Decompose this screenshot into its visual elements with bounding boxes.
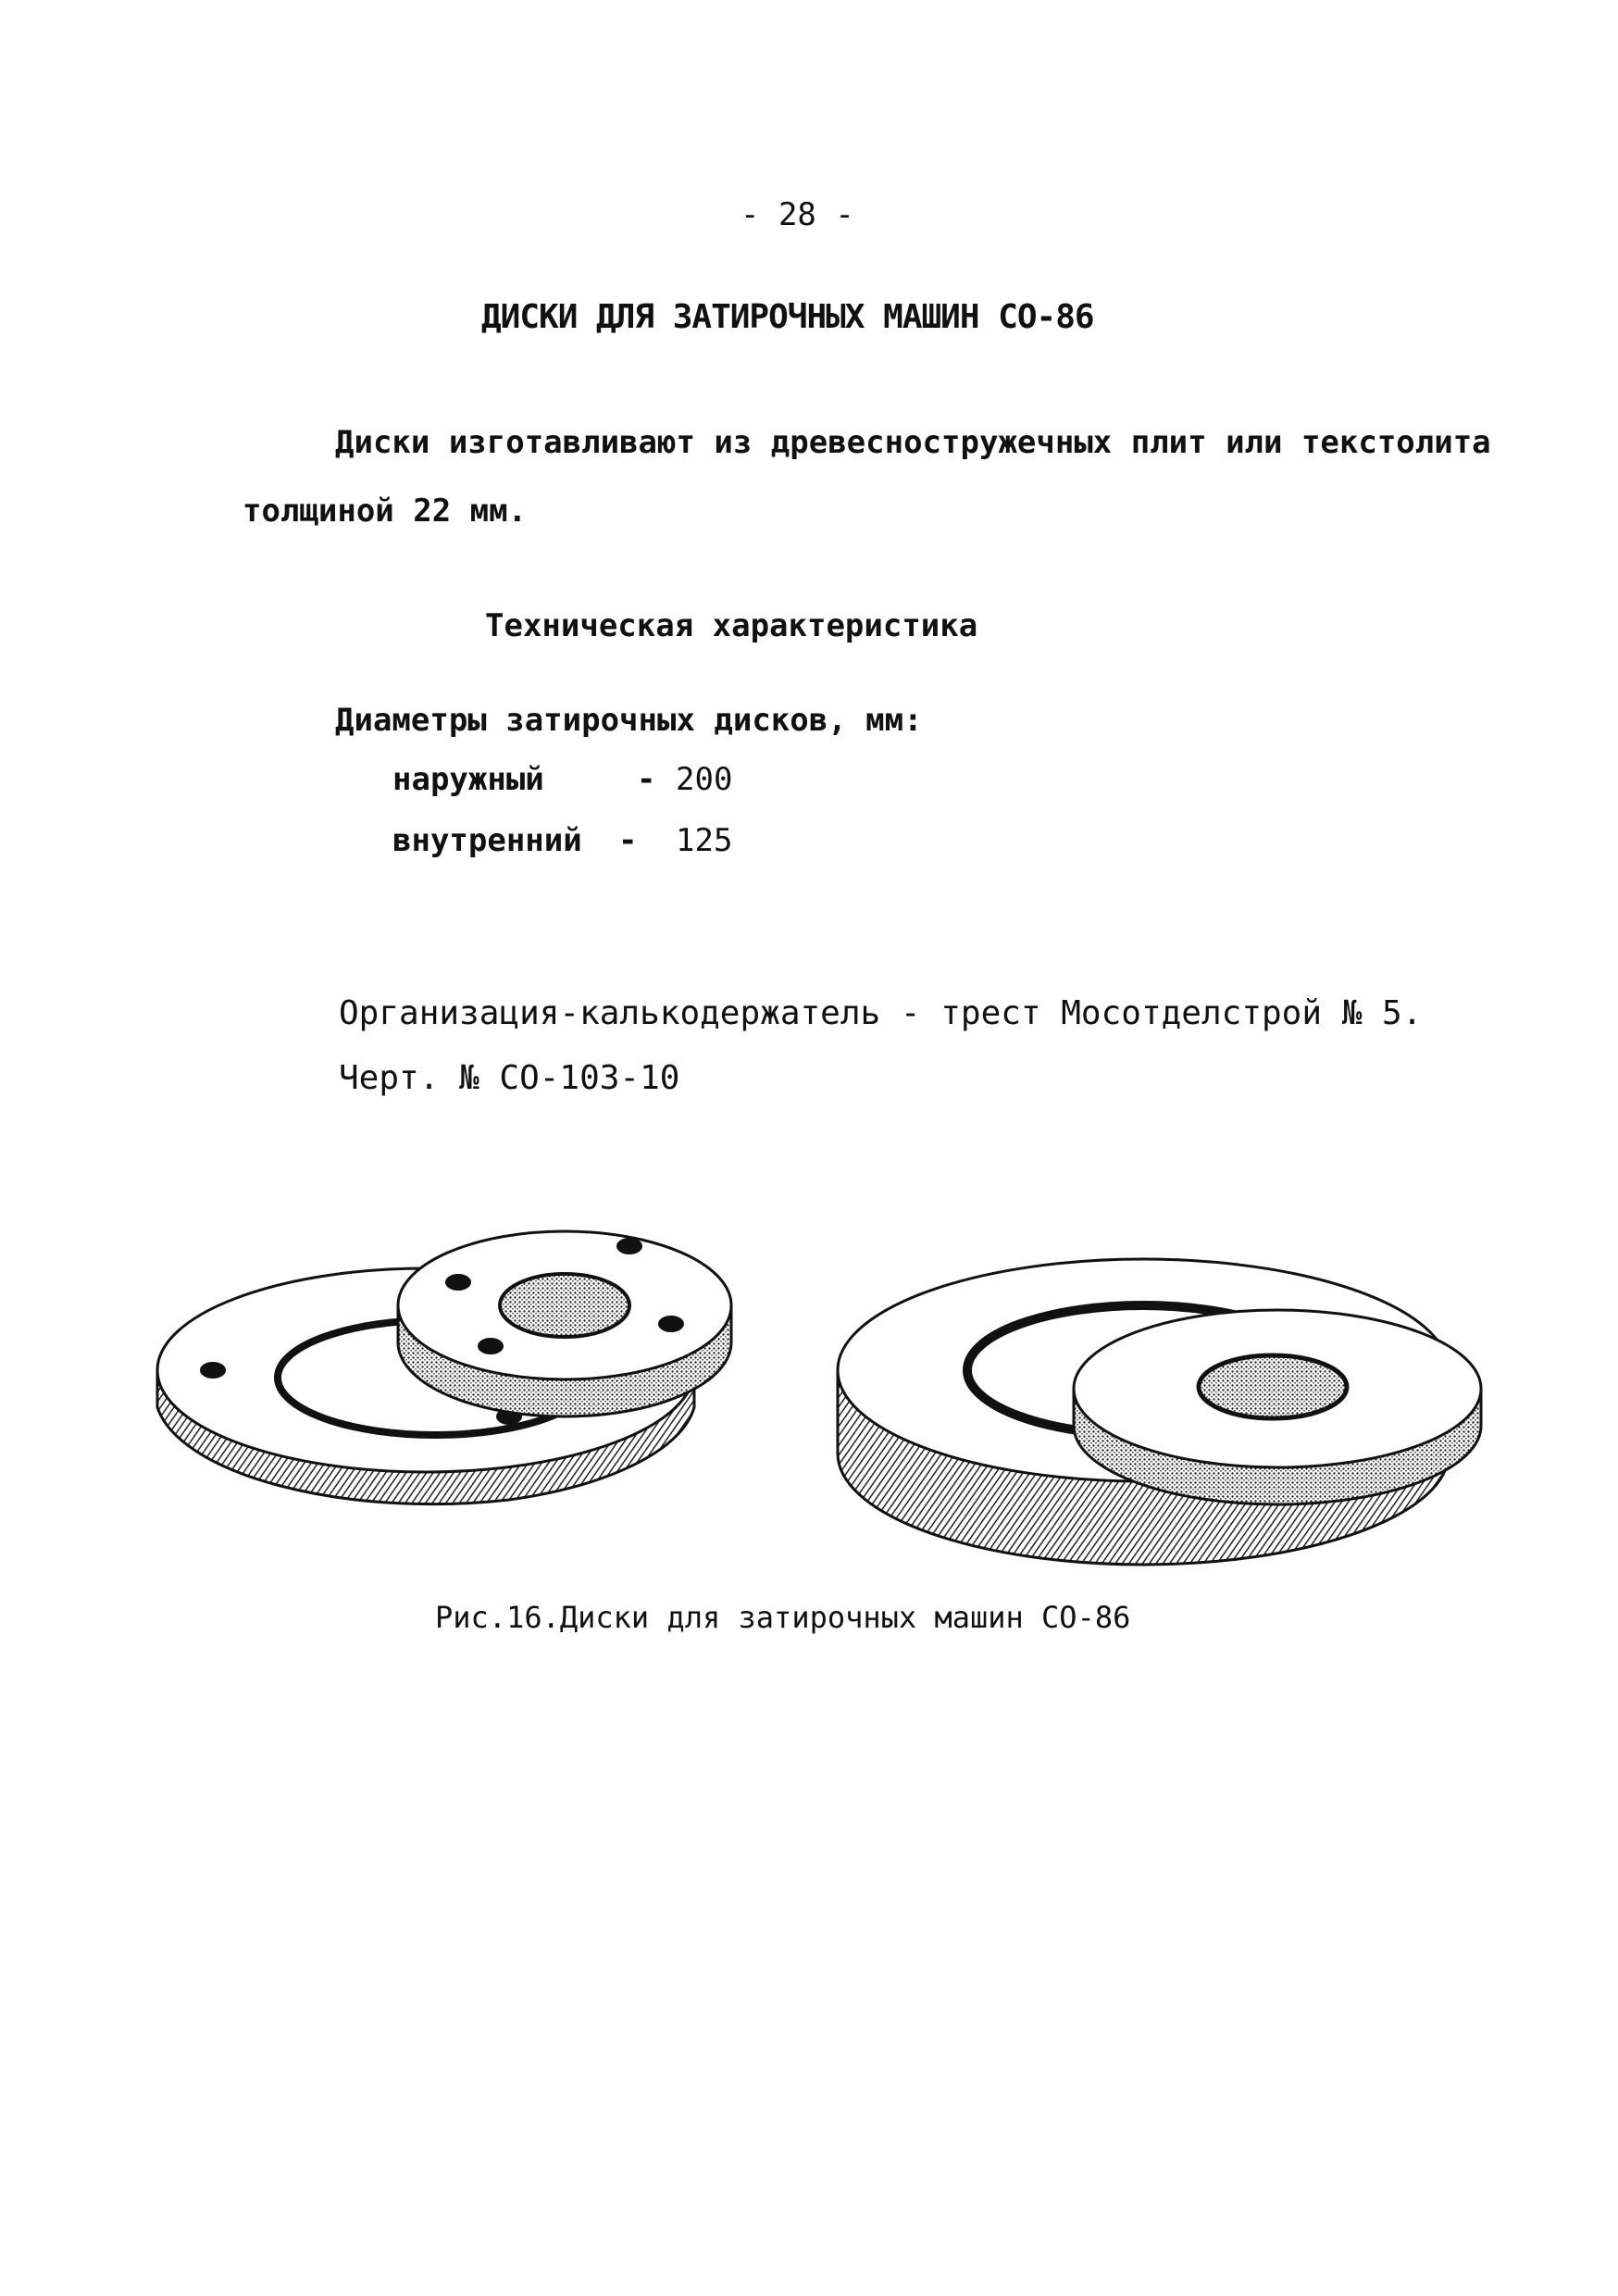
bolt-hole-icon [445,1274,471,1291]
inner-diameter-dash: - [618,822,638,859]
bolt-hole-icon [658,1316,684,1332]
bolt-hole-icon [616,1238,642,1254]
outer-diameter-label: наружный [392,761,544,798]
left-small-disc [398,1231,731,1416]
outer-diameter-dash: - [637,761,656,798]
paragraph-line-2: толщиной 22 мм. [243,493,528,530]
section-heading: ДИСКИ ДЛЯ ЗАТИРОЧНЫХ МАШИН СО-86 [481,298,1094,336]
organization-line: Организация-калькодержатель - трест Мосотделстрой № 5. [339,994,1423,1032]
bolt-hole-icon [478,1338,504,1354]
figure-caption: Рис.16.Диски для затирочных машин СО-86 [435,1600,1131,1635]
drawing-number-line: Черт. № СО-103-10 [339,1059,680,1097]
inner-diameter-value: 125 [676,822,733,859]
discs-illustration [139,1185,1509,1574]
right-small-disc [1074,1310,1481,1504]
spec-title: Техническая характеристика [485,607,978,644]
diameters-label: Диаметры затирочных дисков, мм: [335,702,923,739]
page-number: - 28 - [741,196,854,233]
paragraph-line-1: Диски изготавливают из древесностружечных плит или текстолита [335,424,1491,461]
outer-diameter-value: 200 [676,761,733,798]
bolt-hole-icon [200,1362,226,1379]
inner-diameter-label: внутренний [392,822,582,859]
